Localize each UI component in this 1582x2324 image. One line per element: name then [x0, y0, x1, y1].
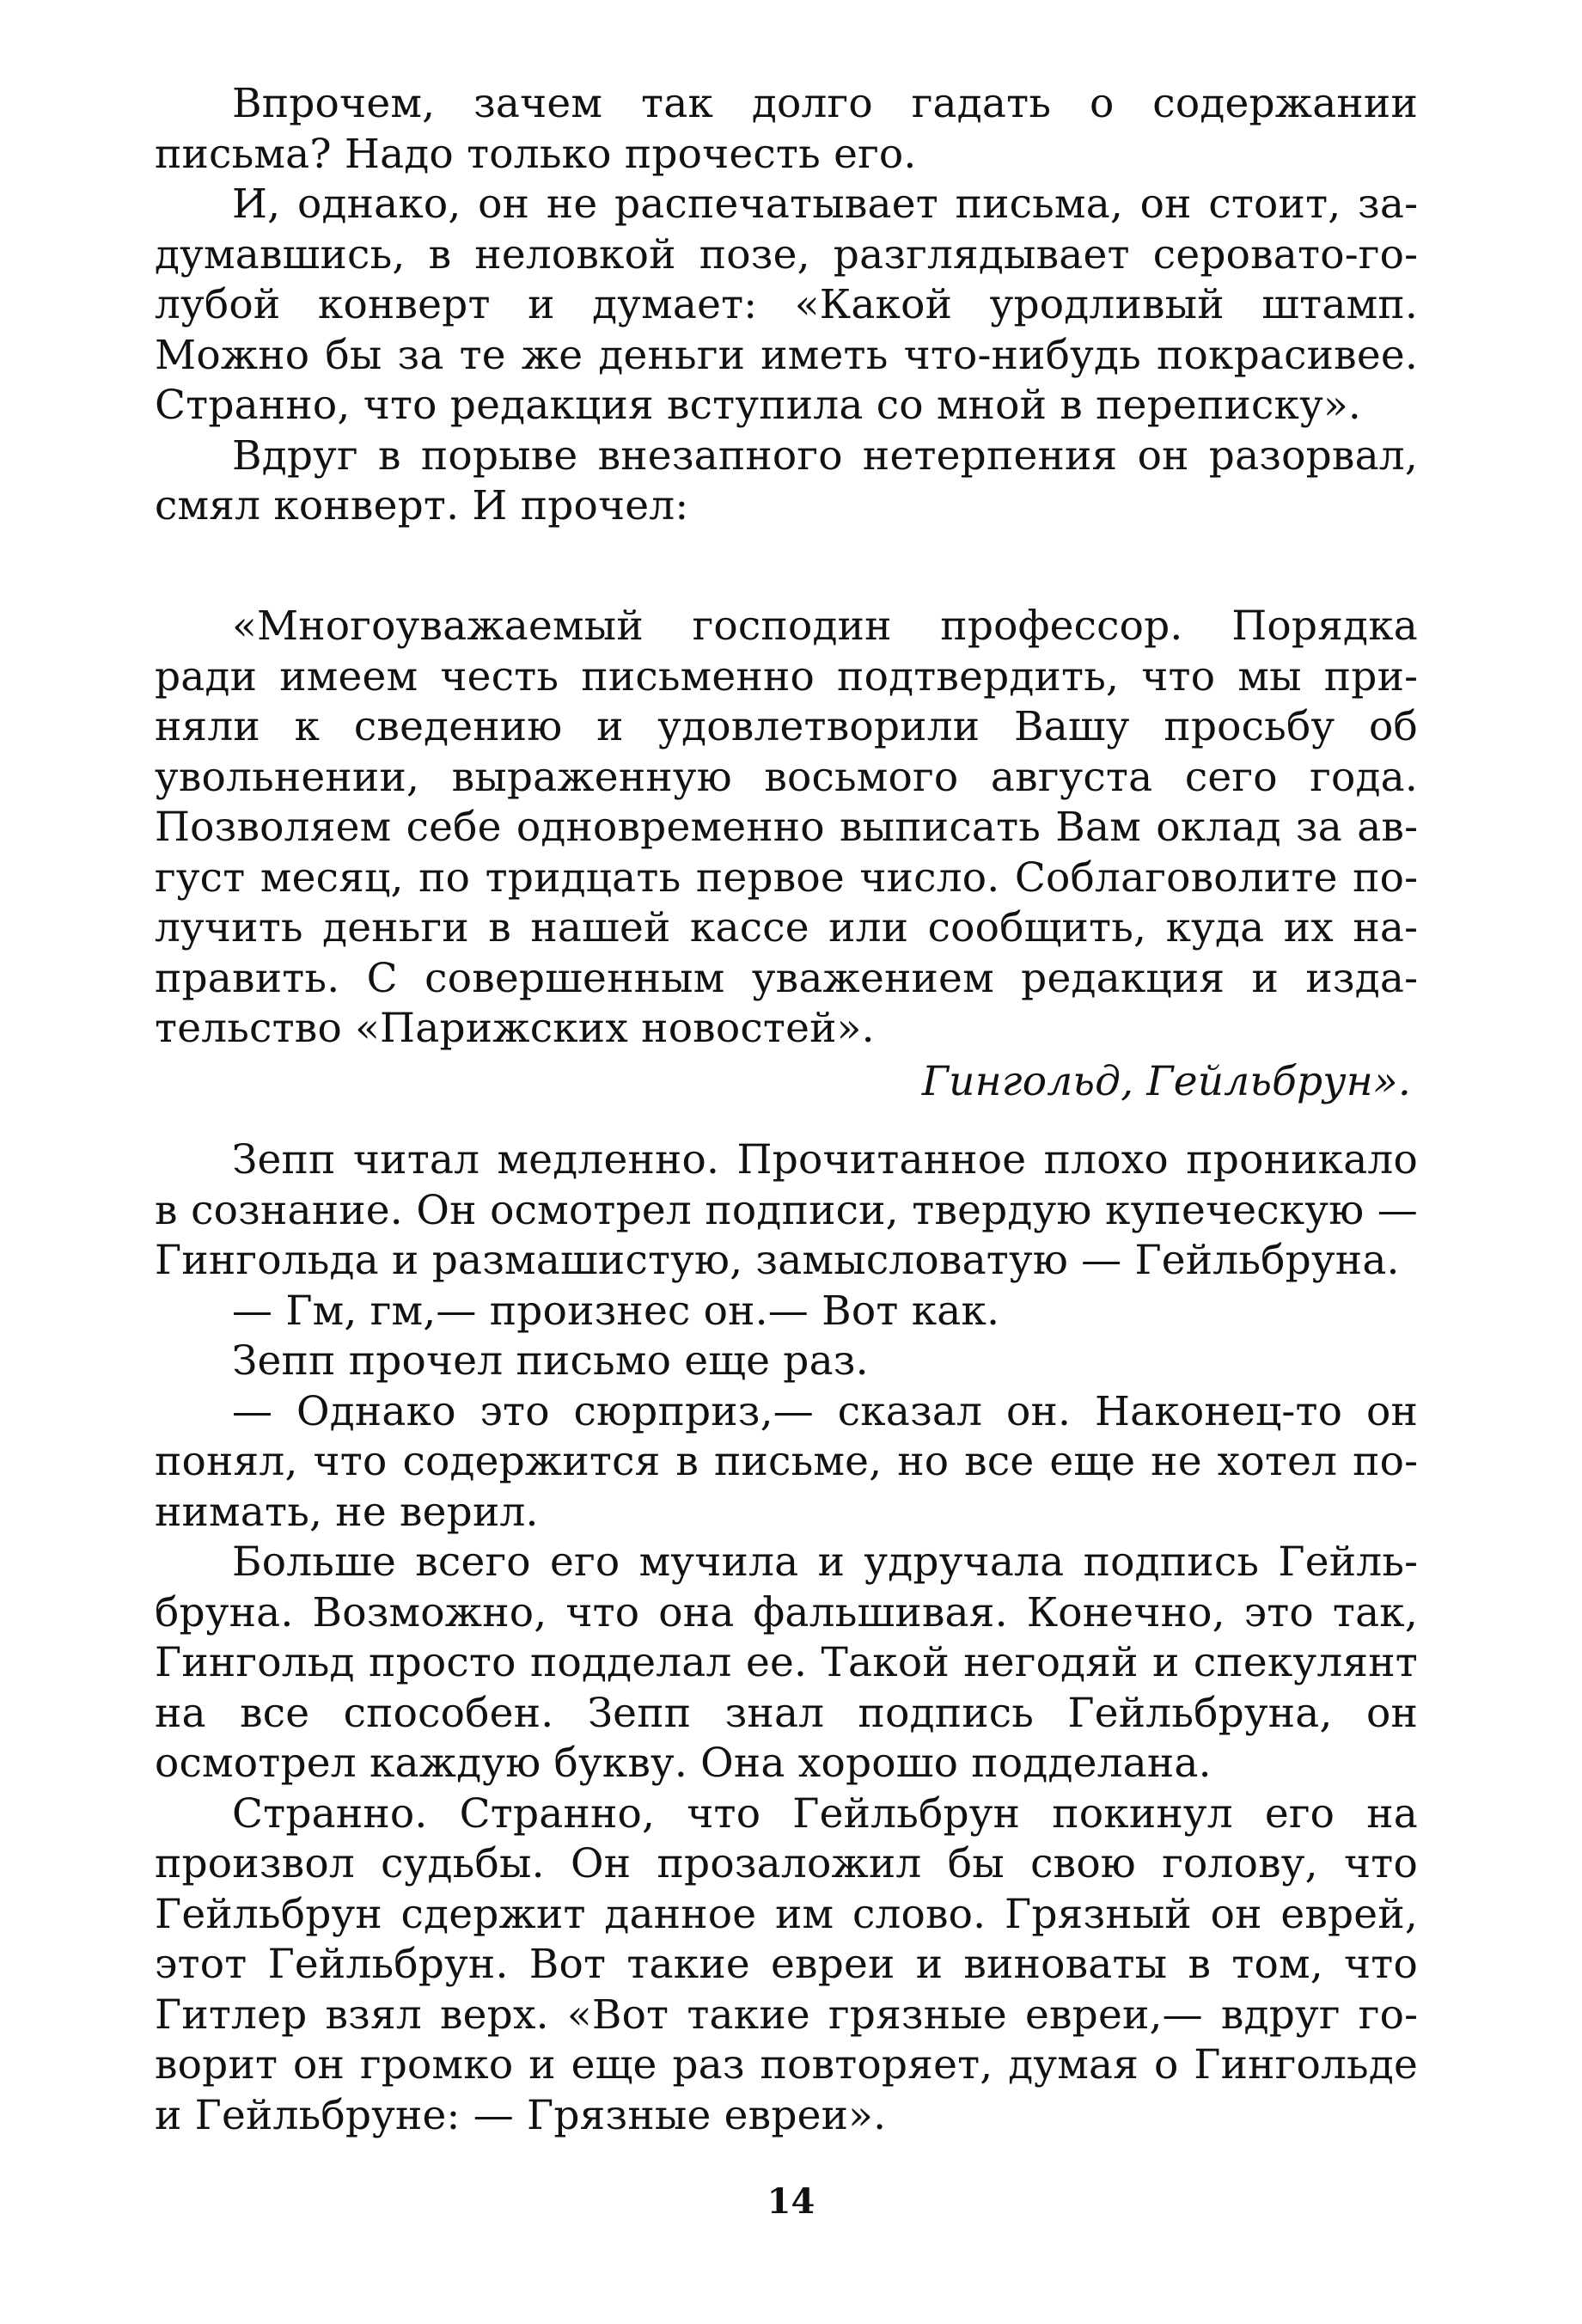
paragraph: Вдруг в порыве внезапного нетерпения он разорвал, смял конверт. И прочел:	[155, 431, 1418, 529]
page-number: 14	[767, 2181, 815, 2222]
paragraph: Впрочем, зачем так долго гадать о содержании письма? Надо только прочесть его.	[155, 80, 1418, 178]
paragraph: Зепп читал медленно. Прочитанное плохо проникало в сознание. Он осмотрел подписи, твердую купеческую — Гингольда и размашистую, замысловатую — Гейльбруна.	[155, 1136, 1418, 1284]
dialogue-line: — Гм, гм,— произнес он.— Вот как.	[232, 1287, 1000, 1335]
text-block-bottom	[155, 1135, 1418, 2141]
paragraph: Больше всего его мучила и удручала подпись Гейльбруна. Возможно, что она фальшивая. Конечно, это так, Гингольд просто подделал ее. Такой негодяй и спекулянт на все способен. Зепп знал подпись Гейльбруна, он осмотрел каждую букву. Она хорошо подделана.	[155, 1538, 1418, 1787]
text-block-top	[155, 79, 1418, 532]
paragraph: И, однако, он не распечатывает письма, он стоит, задумавшись, в неловкой позе, разглядывает серовато-голубой конверт и думает: «Какой уродливый штамп. Можно бы за те же деньги иметь что-нибудь покрасивее. Странно, что редакция вступила со мной в переписку».	[155, 180, 1418, 429]
paragraph: Зепп прочел письмо еще раз.	[232, 1337, 869, 1385]
quoted-letter	[155, 602, 1418, 1107]
letter-signature: Гингольд, Гейльбрун».	[921, 1057, 1411, 1105]
letter-body: «Многоуважаемый господин профессор. Порядка ради имеем честь письменно подтвердить, что мы приняли к сведению и удовлетворили Вашу просьбу об увольнении, выраженную восьмого августа сего года. Позволяем себе одновременно выписать Вам оклад за август месяц, по тридцать первое число. Соблаговолите получить деньги в нашей кассе или сообщить, куда их направить. С совершенным уважением редакция и издательство «Парижских новостей».	[155, 602, 1418, 1052]
dialogue-line: — Однако это сюрприз,— сказал он. Наконец-то он понял, что содержится в письме, но все еще не хотел понимать, не верил.	[155, 1387, 1418, 1536]
paragraph: Странно. Странно, что Гейльбрун покинул его на произвол судьбы. Он прозаложил бы свою голову, что Гейльбрун сдержит данное им слово. Грязный он еврей, этот Гейльбрун. Вот такие евреи и виноваты в том, что Гитлер взял верх. «Вот такие грязные евреи,— вдруг говорит он громко и еще раз повторяет, думая о Гингольде и Гейльбруне: — Грязные евреи».	[155, 1789, 1418, 2139]
